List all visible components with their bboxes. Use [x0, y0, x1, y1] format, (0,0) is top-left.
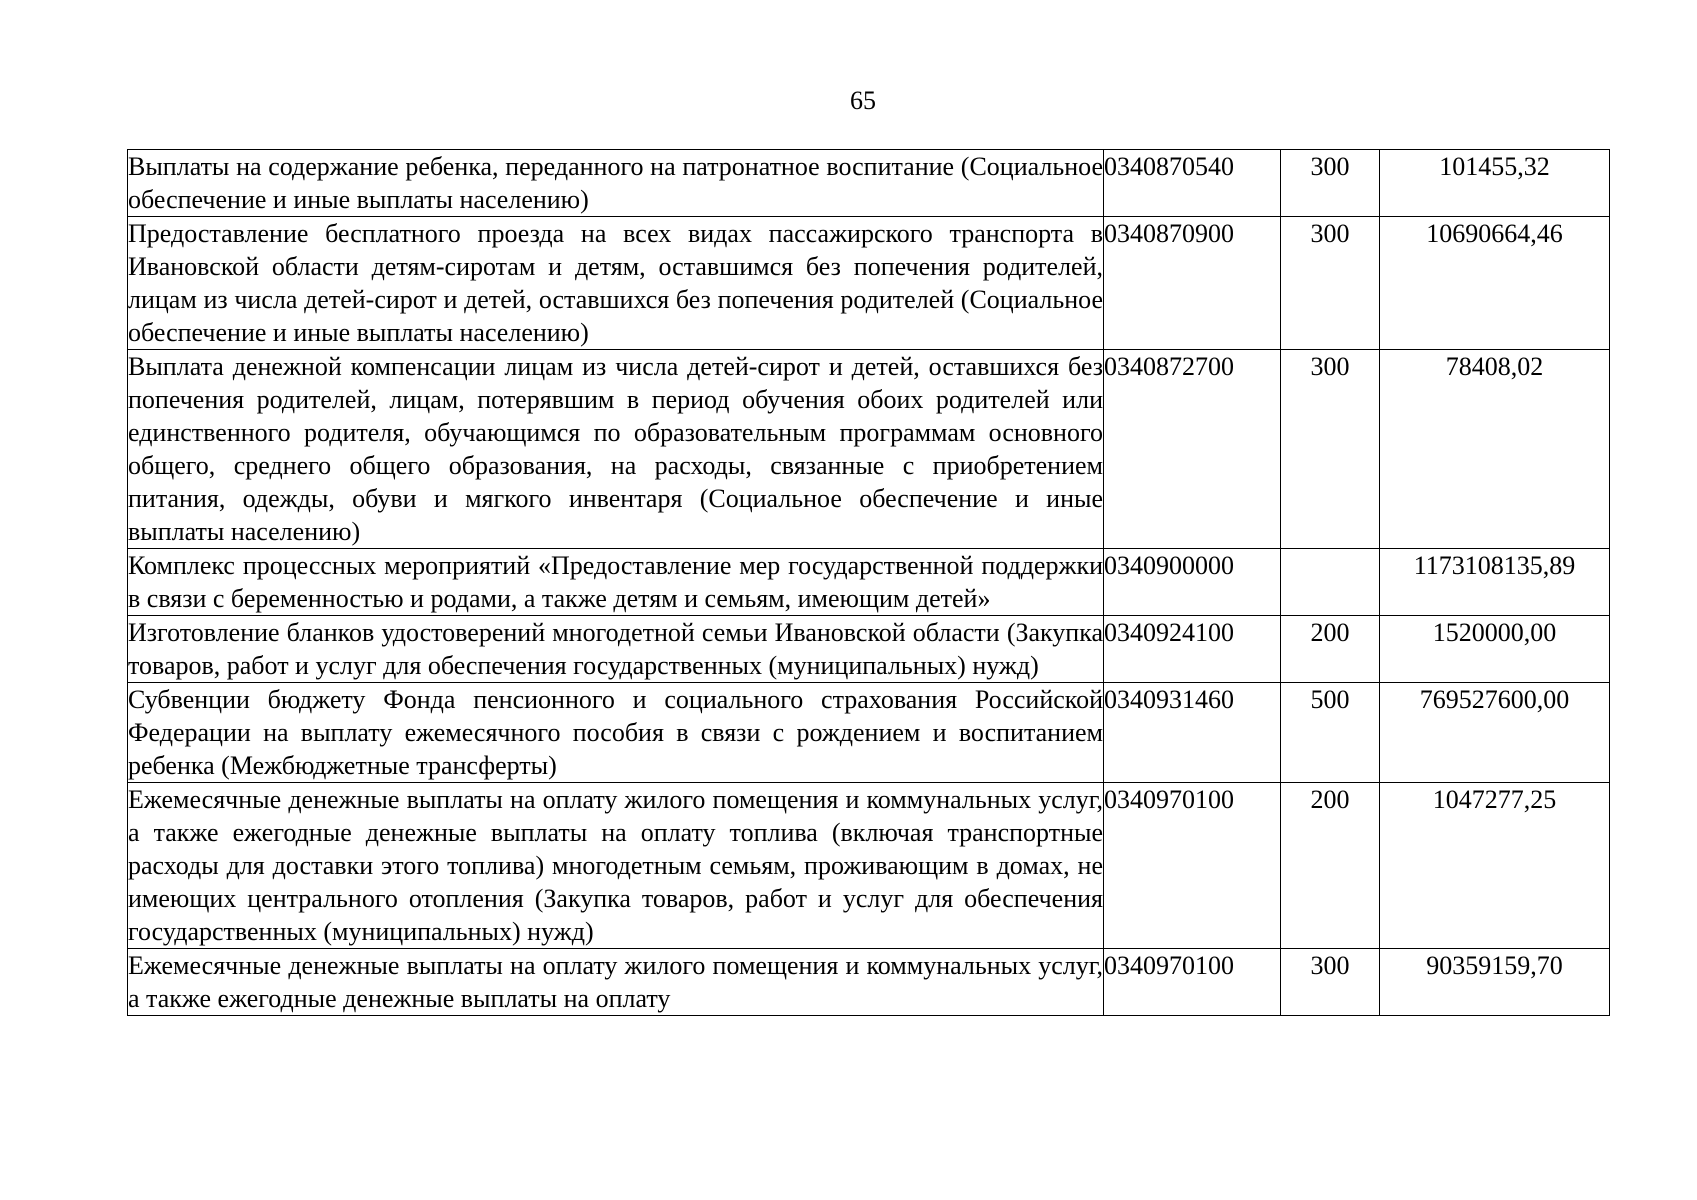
row-name-cell: Ежемесячные денежные выплаты на оплату жилого помещения и коммунальных услуг, а также ежегодные денежные выплаты на оплату топлива (включая транспортные расходы для доставки этого топлива) многодетным семьям, проживающим в домах, не имеющих центрального отопления (Закупка товаров, работ и услуг для обеспечения государственных (муниципальных) нужд): [128, 783, 1104, 949]
row-type-cell: 500: [1281, 683, 1380, 783]
row-amount-cell: 1520000,00: [1380, 616, 1610, 683]
row-name-cell: Выплаты на содержание ребенка, переданного на патронатное воспитание (Социальное обеспечение и иные выплаты населению): [128, 150, 1104, 217]
table-row: [128, 217, 1610, 350]
row-code-cell: 0340872700: [1104, 350, 1281, 549]
row-amount-cell: 90359159,70: [1380, 949, 1610, 1016]
row-code-cell: 0340924100: [1104, 616, 1281, 683]
row-amount-cell: 769527600,00: [1380, 683, 1610, 783]
row-code-cell: 0340900000: [1104, 549, 1281, 616]
table-row: [128, 616, 1610, 683]
row-amount-cell: 101455,32: [1380, 150, 1610, 217]
row-code-cell: 0340970100: [1104, 949, 1281, 1016]
table-row: [128, 150, 1610, 217]
row-code-cell: 0340870540: [1104, 150, 1281, 217]
row-code-cell: 0340970100: [1104, 783, 1281, 949]
row-type-cell: 200: [1281, 616, 1380, 683]
budget-table: [127, 149, 1610, 1016]
table-row: [128, 949, 1610, 1016]
table-row: [128, 683, 1610, 783]
row-type-cell: 300: [1281, 949, 1380, 1016]
row-name-cell: Комплекс процессных мероприятий «Предоставление мер государственной поддержки в связи с беременностью и родами, а также детям и семьям, имеющим детей»: [128, 549, 1104, 616]
page-number: 65: [850, 86, 876, 115]
row-type-cell: 300: [1281, 217, 1380, 350]
row-type-cell: [1281, 549, 1380, 616]
row-type-cell: 200: [1281, 783, 1380, 949]
row-name-cell: Ежемесячные денежные выплаты на оплату жилого помещения и коммунальных услуг, а также ежегодные денежные выплаты на оплату: [128, 949, 1104, 1016]
row-amount-cell: 78408,02: [1380, 350, 1610, 549]
row-code-cell: 0340931460: [1104, 683, 1281, 783]
row-code-cell: 0340870900: [1104, 217, 1281, 350]
table-row: [128, 350, 1610, 549]
row-amount-cell: 1173108135,89: [1380, 549, 1610, 616]
row-amount-cell: 1047277,25: [1380, 783, 1610, 949]
row-amount-cell: 10690664,46: [1380, 217, 1610, 350]
row-name-cell: Предоставление бесплатного проезда на всех видах пассажирского транспорта в Ивановской области детям-сиротам и детям, оставшимся без попечения родителей, лицам из числа детей-сирот и детей, оставшихся без попечения родителей (Социальное обеспечение и иные выплаты населению): [128, 217, 1104, 350]
row-type-cell: 300: [1281, 150, 1380, 217]
row-name-cell: Изготовление бланков удостоверений многодетной семьи Ивановской области (Закупка товаров, работ и услуг для обеспечения государственных (муниципальных) нужд): [128, 616, 1104, 683]
row-name-cell: Выплата денежной компенсации лицам из числа детей-сирот и детей, оставшихся без попечения родителей, лицам, потерявшим в период обучения обоих родителей или единственного родителя, обучающимся по образовательным программам основного общего, среднего общего образования, на расходы, связанные с приобретением питания, одежды, обуви и мягкого инвентаря (Социальное обеспечение и иные выплаты населению): [128, 350, 1104, 549]
row-name-cell: Субвенции бюджету Фонда пенсионного и социального страхования Российской Федерации на выплату ежемесячного пособия в связи с рождением и воспитанием ребенка (Межбюджетные трансферты): [128, 683, 1104, 783]
table-row: [128, 549, 1610, 616]
row-type-cell: 300: [1281, 350, 1380, 549]
table-row: [128, 783, 1610, 949]
